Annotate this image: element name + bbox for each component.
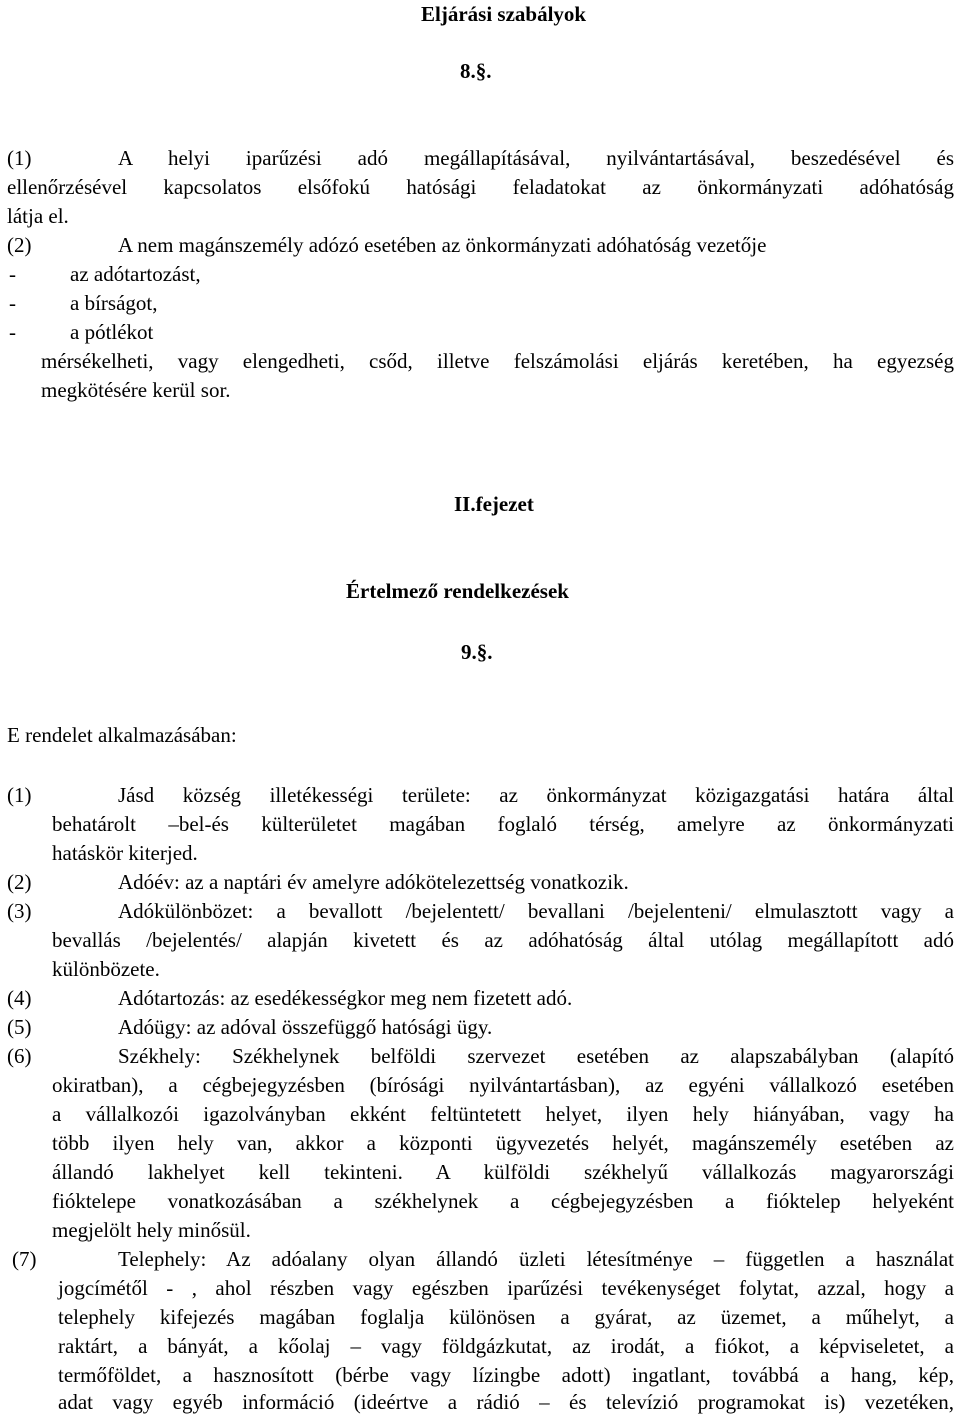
- text-line: mérsékelheti, vagy elengedheti, csőd, illetve felszámolási eljárás keretében, ha egyezség: [41, 349, 954, 373]
- list-item: a bírságot,: [70, 291, 158, 315]
- item-number: (1): [7, 146, 32, 170]
- text-line: Adóév: az a naptári év amelyre adókötelezettség vonatkozik.: [118, 870, 629, 894]
- text-line: raktárt, a bányát, a kőolaj – vagy földgázkutat, az irodát, a fiókot, a képviseletet, a: [58, 1334, 954, 1358]
- text-line: bevallás /bejelentés/ alapján kivetett és az adóhatóság által utólag megállapított adó: [52, 928, 954, 952]
- item-number: (2): [7, 233, 32, 257]
- chapter-subtitle: Értelmező rendelkezések: [346, 579, 569, 603]
- list-dash: -: [9, 320, 16, 344]
- item-number: (2): [7, 870, 32, 894]
- text-line: Telephely: Az adóalany olyan állandó üzleti létesítménye – független a használat: [118, 1247, 954, 1271]
- paragraph-number-8: 8.§.: [460, 59, 492, 83]
- list-dash: -: [9, 262, 16, 286]
- item-number: (1): [7, 783, 32, 807]
- list-item: az adótartozást,: [70, 262, 201, 286]
- item-number: (5): [7, 1015, 32, 1039]
- item-number: (7): [12, 1247, 37, 1271]
- text-line: megjelölt hely minősül.: [52, 1218, 251, 1242]
- text-line: Adókülönbözet: a bevallott /bejelentett/ bevallani /bejelenteni/ elmulasztott vagy a: [118, 899, 954, 923]
- text-line: ellenőrzésével kapcsolatos elsőfokú hatósági feladatokat az önkormányzati adóhatóság: [7, 175, 954, 199]
- text-line: különbözete.: [52, 957, 160, 981]
- text-line: hatáskör kiterjed.: [52, 841, 198, 865]
- text-line: Adóügy: az adóval összefüggő hatósági ügy.: [118, 1015, 493, 1039]
- list-dash: -: [9, 291, 16, 315]
- text-line: fióktelepe vonatkozásában a székhelynek a cégbejegyzésben a fióktelep helyeként: [52, 1189, 954, 1213]
- text-line: behatárolt –bel-és külterületet magában foglaló térség, amelyre az önkormányzati: [52, 812, 954, 836]
- text-line: több ilyen hely van, akkor a központi ügyvezetés helyét, magánszemély esetében az: [52, 1131, 954, 1155]
- text-line: a vállalkozói igazolványban ekként feltüntetett helyet, ilyen hely hiányában, vagy ha: [52, 1102, 954, 1126]
- text-line: Adótartozás: az esedékességkor meg nem fizetett adó.: [118, 986, 573, 1010]
- text-line: okiratban), a cégbejegyzésben (bírósági nyilvántartásban), az egyéni vállalkozó esetében: [52, 1073, 954, 1097]
- text-line: állandó lakhelyet kell tekinteni. A külföldi székhelyű vállalkozás magyarországi: [52, 1160, 954, 1184]
- section-heading: Eljárási szabályok: [421, 2, 587, 26]
- list-item: a pótlékot: [70, 320, 154, 344]
- intro-text: E rendelet alkalmazásában:: [7, 723, 237, 747]
- text-line: adat vagy egyéb információ (ideértve a rádió – és televízió programokat is) vezetéken,: [58, 1390, 954, 1414]
- chapter-title: II.fejezet: [454, 492, 534, 516]
- text-line: telephely kifejezés magában foglalja különösen a gyárat, az üzemet, a műhelyt, a: [58, 1305, 954, 1329]
- text-line: A nem magánszemély adózó esetében az önkormányzati adóhatóság vezetője: [118, 233, 767, 257]
- item-number: (4): [7, 986, 32, 1010]
- text-line: megkötésére kerül sor.: [41, 378, 231, 402]
- text-line: A helyi iparűzési adó megállapításával, nyilvántartásával, beszedésével és: [118, 146, 954, 170]
- item-number: (3): [7, 899, 32, 923]
- text-line: látja el.: [7, 204, 69, 228]
- paragraph-number-9: 9.§.: [461, 640, 493, 664]
- text-line: jogcímétől - , ahol részben vagy egészben iparűzési tevékenységet folytat, azzal, hogy a: [58, 1276, 954, 1300]
- item-number: (6): [7, 1044, 32, 1068]
- text-line: Jásd község illetékességi területe: az önkormányzat közigazgatási határa által: [118, 783, 954, 807]
- text-line: termőföldet, a hasznosított (bérbe vagy lízingbe adott) ingatlant, továbbá a hang, kép,: [58, 1363, 954, 1387]
- text-line: Székhely: Székhelynek belföldi szervezet esetében az alapszabályban (alapító: [118, 1044, 954, 1068]
